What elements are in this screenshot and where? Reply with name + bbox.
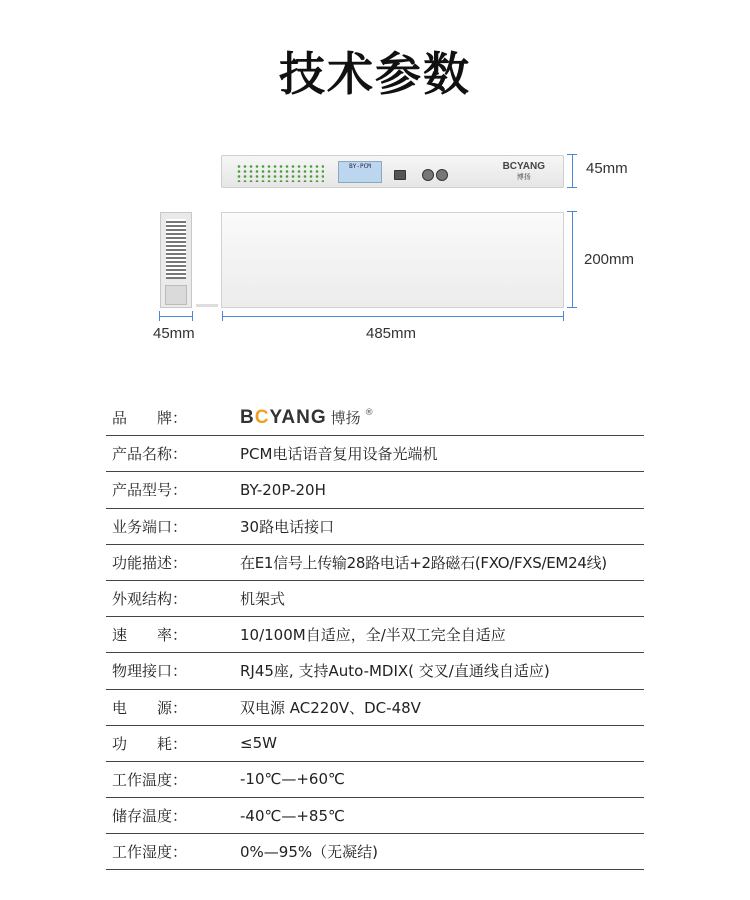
spec-label: 功 耗：: [112, 734, 188, 753]
dim-line-side-width: [159, 316, 193, 317]
spec-value: 0%—95%（无凝结): [240, 843, 378, 862]
spec-row-power-consumption: [106, 726, 644, 762]
spec-value: PCM电话语音复用设备光端机: [240, 445, 438, 464]
brand-logo-value: [240, 407, 374, 429]
spec-value: 机架式: [240, 590, 286, 609]
dim-line-height: [572, 154, 573, 188]
spec-row-function: [106, 545, 644, 581]
page-title: 技术参数: [279, 47, 471, 101]
dim-tick: [567, 187, 577, 188]
device-top-view: [221, 212, 564, 308]
spec-row-physical-interface: [106, 653, 644, 689]
spec-row-model: [106, 472, 644, 508]
spec-label: 功能描述：: [112, 553, 188, 572]
spec-value: -10℃—+60℃: [240, 770, 345, 789]
spec-row-structure: [106, 581, 644, 617]
brand-logo-prefix: B: [240, 406, 255, 428]
device-front-panel: [221, 155, 564, 188]
dim-label-width: 485mm: [366, 325, 417, 342]
brand-chinese-name: 博扬: [330, 408, 361, 427]
spec-value: RJ45座, 支持Auto-MDIX( 交叉/直通线自适应): [240, 662, 550, 681]
brand-logo: [240, 407, 327, 429]
spec-row-brand: [106, 400, 644, 436]
spec-label: 品 牌：: [112, 409, 188, 428]
rj45-port: [394, 170, 406, 180]
dim-tick: [567, 307, 577, 308]
vent-grille: [166, 219, 186, 279]
spec-label: 产品型号：: [112, 481, 188, 500]
dim-line-depth: [572, 211, 573, 308]
spec-label: 外观结构：: [112, 590, 188, 609]
spec-value: -40℃—+85℃: [240, 806, 345, 825]
spec-row-service-ports: [106, 509, 644, 545]
rack-bracket: [165, 285, 187, 305]
spec-value: 10/100M自适应，全/半双工完全自适应: [240, 626, 506, 645]
spec-row-rate: [106, 617, 644, 653]
dim-tick: [563, 311, 564, 321]
panel-logo-text: BCYANG: [502, 161, 545, 172]
dim-label-depth: 200mm: [584, 251, 635, 268]
spec-table: [106, 400, 644, 870]
brand-logo-c: C: [254, 406, 270, 428]
spec-value: BY-20P-20H: [240, 480, 326, 499]
dim-line-width: [222, 316, 564, 317]
bnc-port-2: [436, 169, 448, 181]
spec-label: 工作温度：: [112, 770, 188, 789]
brand-logo-suffix: YANG: [269, 406, 327, 428]
dim-label-side-width: 45mm: [153, 325, 195, 342]
dim-label-height: 45mm: [586, 160, 628, 177]
spec-label: 业务端口：: [112, 517, 188, 536]
lcd-display: BY-PCM: [338, 161, 382, 183]
spec-label: 物理接口：: [112, 662, 188, 681]
spec-label: 工作湿度：: [112, 843, 188, 862]
device-side-view: [160, 212, 192, 308]
spec-row-power-supply: [106, 690, 644, 726]
spec-label: 产品名称：: [112, 445, 188, 464]
side-foot: [196, 304, 218, 307]
spec-row-operating-temp: [106, 762, 644, 798]
spec-value: ≤5W: [240, 734, 277, 753]
panel-logo: [503, 161, 545, 183]
registered-mark: ®: [364, 407, 374, 418]
spec-row-storage-temp: [106, 798, 644, 834]
spec-value: 双电源 AC220V、DC-48V: [240, 698, 421, 717]
spec-row-product-name: [106, 436, 644, 472]
spec-value: 在E1信号上传输28路电话+2路磁石(FXO/FXS/EM24线): [240, 553, 607, 572]
spec-label: 电 源：: [112, 698, 188, 717]
spec-row-humidity: [106, 834, 644, 870]
bnc-port-1: [422, 169, 434, 181]
panel-logo-cn: 博扬: [516, 174, 531, 181]
led-indicator-grid: [236, 164, 324, 182]
spec-label: 储存温度：: [112, 807, 188, 826]
dim-tick: [192, 311, 193, 321]
spec-label: 速 率：: [112, 626, 188, 645]
spec-value: 30路电话接口: [240, 517, 335, 536]
